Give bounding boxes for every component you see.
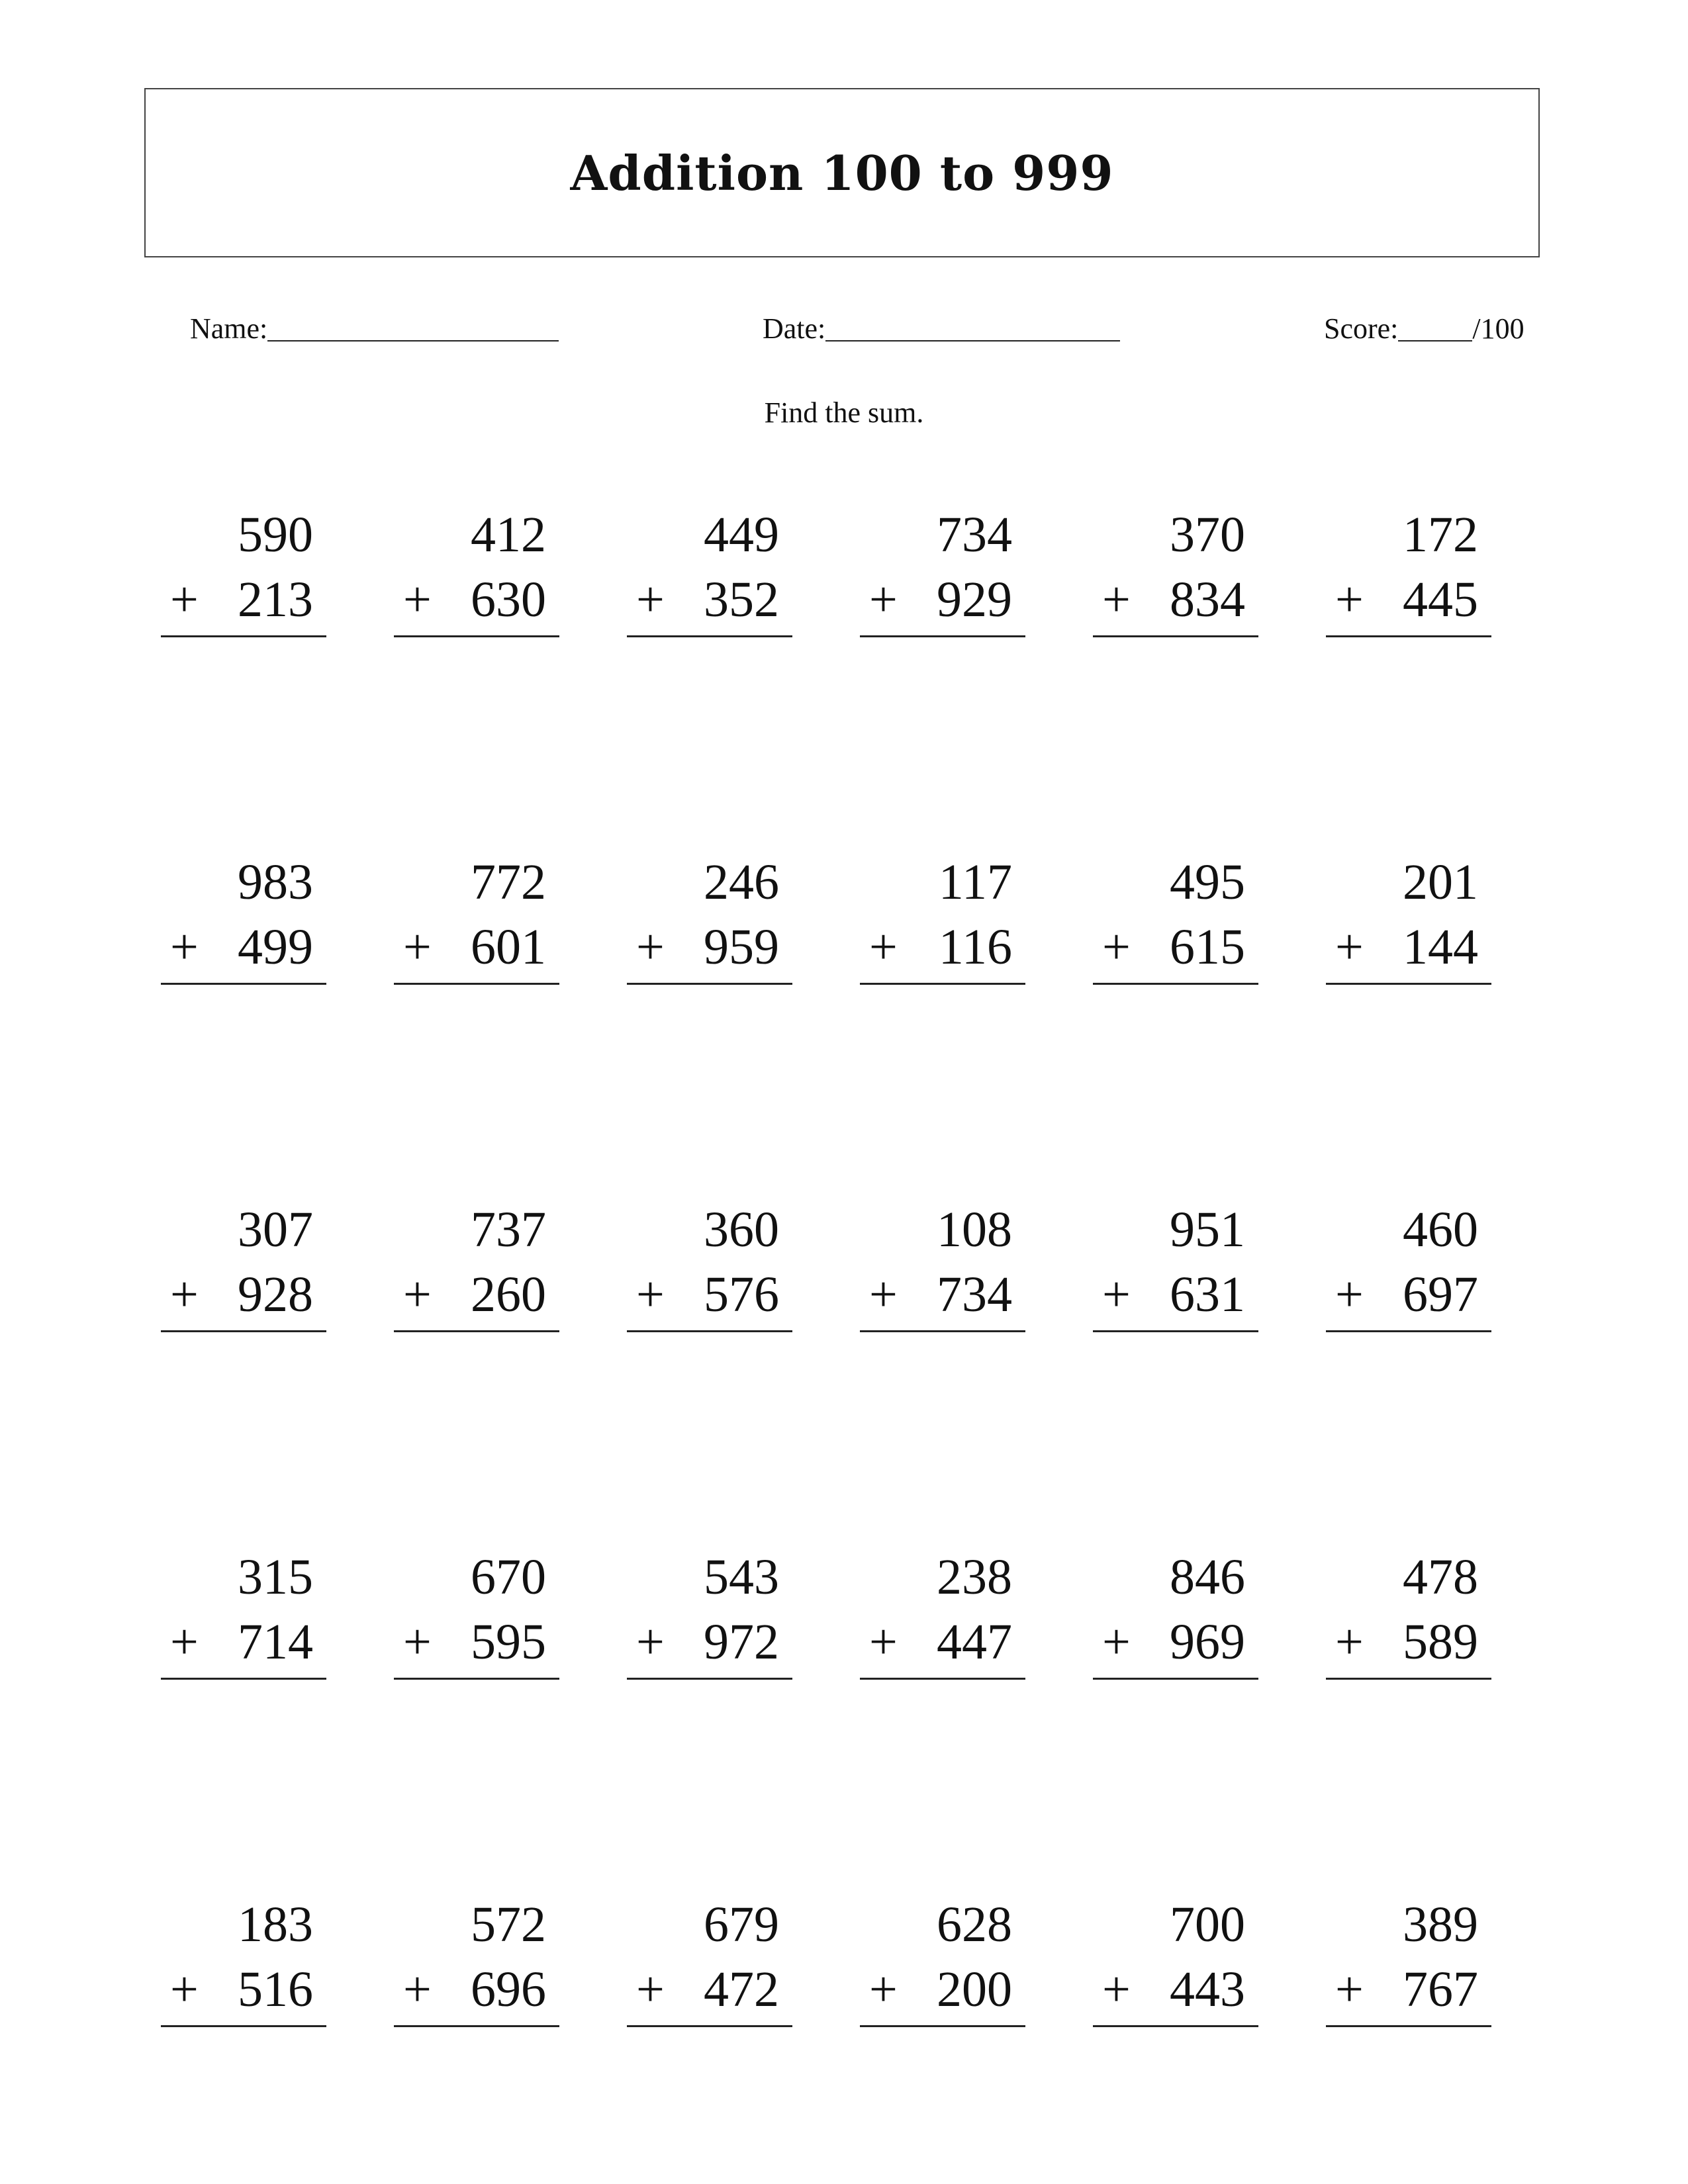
plus-sign: +	[1102, 1614, 1131, 1670]
answer-line[interactable]	[1326, 983, 1491, 985]
plus-sign: +	[1102, 919, 1131, 975]
bottom-addend: 959	[704, 919, 779, 975]
top-addend: 772	[471, 854, 546, 910]
addition-problem	[860, 854, 1025, 989]
bottom-addend: 969	[1170, 1614, 1245, 1670]
score-label: Score:	[1324, 312, 1399, 345]
bottom-addend: 697	[1403, 1267, 1478, 1322]
plus-sign: +	[403, 919, 432, 975]
bottom-addend: 631	[1170, 1267, 1245, 1322]
addition-problem	[394, 1899, 559, 2032]
answer-line[interactable]	[394, 1678, 559, 1680]
addition-problem	[1093, 507, 1258, 642]
answer-line[interactable]	[627, 1330, 792, 1332]
plus-sign: +	[869, 1962, 898, 2017]
top-addend: 495	[1170, 854, 1245, 910]
bottom-addend: 714	[238, 1614, 313, 1670]
name-blank-line[interactable]	[267, 311, 559, 341]
addition-problem	[1326, 1899, 1491, 2032]
plus-sign: +	[170, 572, 199, 627]
addition-problem	[394, 854, 559, 989]
answer-line[interactable]	[1326, 635, 1491, 637]
bottom-addend: 972	[704, 1614, 779, 1670]
top-addend: 679	[704, 1897, 779, 1952]
answer-line[interactable]	[161, 1330, 326, 1332]
answer-line[interactable]	[627, 1678, 792, 1680]
plus-sign: +	[636, 1267, 665, 1322]
bottom-addend: 615	[1170, 919, 1245, 975]
answer-line[interactable]	[627, 2025, 792, 2027]
addition-problem	[860, 1899, 1025, 2032]
bottom-addend: 213	[238, 572, 313, 627]
top-addend: 307	[238, 1202, 313, 1257]
answer-line[interactable]	[1326, 1678, 1491, 1680]
addition-problem	[1326, 1549, 1491, 1684]
addition-problem	[627, 1549, 792, 1684]
bottom-addend: 734	[937, 1267, 1012, 1322]
answer-line[interactable]	[860, 1330, 1025, 1332]
plus-sign: +	[869, 572, 898, 627]
top-addend: 737	[471, 1202, 546, 1257]
answer-line[interactable]	[394, 2025, 559, 2027]
bottom-addend: 576	[704, 1267, 779, 1322]
bottom-addend: 445	[1403, 572, 1478, 627]
bottom-addend: 601	[471, 919, 546, 975]
plus-sign: +	[170, 1962, 199, 2017]
plus-sign: +	[1335, 1267, 1364, 1322]
addition-problem	[627, 507, 792, 642]
top-addend: 449	[704, 507, 779, 563]
answer-line[interactable]	[1093, 635, 1258, 637]
addition-problem	[161, 854, 326, 989]
top-addend: 315	[238, 1549, 313, 1605]
top-addend: 183	[238, 1897, 313, 1952]
addition-problem	[627, 1202, 792, 1337]
bottom-addend: 630	[471, 572, 546, 627]
top-addend: 628	[937, 1897, 1012, 1952]
addition-problem	[394, 507, 559, 642]
answer-line[interactable]	[161, 2025, 326, 2027]
bottom-addend: 929	[937, 572, 1012, 627]
title-box	[144, 88, 1540, 257]
name-field[interactable]	[190, 311, 559, 345]
top-addend: 172	[1403, 507, 1478, 563]
plus-sign: +	[636, 919, 665, 975]
addition-problem	[161, 1899, 326, 2032]
bottom-addend: 696	[471, 1962, 546, 2017]
score-field[interactable]	[1324, 311, 1524, 345]
plus-sign: +	[1102, 572, 1131, 627]
bottom-addend: 447	[937, 1614, 1012, 1670]
answer-line[interactable]	[1093, 1678, 1258, 1680]
instruction-text: Find the sum.	[764, 396, 924, 429]
addition-problem	[627, 1899, 792, 2032]
addition-problem	[394, 1202, 559, 1337]
bottom-addend: 589	[1403, 1614, 1478, 1670]
answer-line[interactable]	[860, 2025, 1025, 2027]
top-addend: 590	[238, 507, 313, 563]
plus-sign: +	[1335, 1614, 1364, 1670]
top-addend: 108	[937, 1202, 1012, 1257]
score-total: /100	[1472, 312, 1524, 345]
answer-line[interactable]	[394, 635, 559, 637]
bottom-addend: 443	[1170, 1962, 1245, 2017]
top-addend: 478	[1403, 1549, 1478, 1605]
top-addend: 370	[1170, 507, 1245, 563]
top-addend: 951	[1170, 1202, 1245, 1257]
addition-problem	[1093, 1202, 1258, 1337]
plus-sign: +	[170, 1267, 199, 1322]
answer-line[interactable]	[1326, 2025, 1491, 2027]
top-addend: 460	[1403, 1202, 1478, 1257]
top-addend: 238	[937, 1549, 1012, 1605]
addition-problem	[1093, 1549, 1258, 1684]
answer-line[interactable]	[860, 983, 1025, 985]
plus-sign: +	[1335, 1962, 1364, 2017]
answer-line[interactable]	[161, 983, 326, 985]
plus-sign: +	[170, 919, 199, 975]
addition-problem	[1093, 1899, 1258, 2032]
plus-sign: +	[636, 1614, 665, 1670]
addition-problem	[627, 854, 792, 989]
answer-line[interactable]	[1326, 1330, 1491, 1332]
addition-problem	[161, 1549, 326, 1684]
bottom-addend: 767	[1403, 1962, 1478, 2017]
plus-sign: +	[1102, 1962, 1131, 2017]
top-addend: 670	[471, 1549, 546, 1605]
addition-problem	[161, 507, 326, 642]
bottom-addend: 499	[238, 919, 313, 975]
answer-line[interactable]	[1093, 983, 1258, 985]
plus-sign: +	[403, 1962, 432, 2017]
page-title: Addition 100 to 999	[570, 144, 1114, 201]
answer-line[interactable]	[627, 635, 792, 637]
answer-line[interactable]	[161, 1678, 326, 1680]
bottom-addend: 516	[238, 1962, 313, 2017]
bottom-addend: 472	[704, 1962, 779, 2017]
addition-problem	[161, 1202, 326, 1337]
addition-problem	[860, 1202, 1025, 1337]
top-addend: 389	[1403, 1897, 1478, 1952]
top-addend: 572	[471, 1897, 546, 1952]
bottom-addend: 260	[471, 1267, 546, 1322]
top-addend: 201	[1403, 854, 1478, 910]
addition-problem	[860, 1549, 1025, 1684]
bottom-addend: 200	[937, 1962, 1012, 2017]
plus-sign: +	[869, 1267, 898, 1322]
answer-line[interactable]	[1093, 2025, 1258, 2027]
top-addend: 734	[937, 507, 1012, 563]
answer-line[interactable]	[1093, 1330, 1258, 1332]
plus-sign: +	[403, 1614, 432, 1670]
addition-problem	[1093, 854, 1258, 989]
bottom-addend: 928	[238, 1267, 313, 1322]
bottom-addend: 116	[938, 919, 1012, 975]
top-addend: 983	[238, 854, 313, 910]
date-label: Date:	[763, 312, 826, 345]
answer-line[interactable]	[394, 983, 559, 985]
answer-line[interactable]	[860, 635, 1025, 637]
answer-line[interactable]	[161, 635, 326, 637]
bottom-addend: 834	[1170, 572, 1245, 627]
top-addend: 246	[704, 854, 779, 910]
plus-sign: +	[636, 1962, 665, 2017]
plus-sign: +	[1102, 1267, 1131, 1322]
addition-problem	[860, 507, 1025, 642]
addition-problem	[1326, 507, 1491, 642]
addition-problem	[394, 1549, 559, 1684]
plus-sign: +	[636, 572, 665, 627]
plus-sign: +	[403, 1267, 432, 1322]
name-label: Name:	[190, 312, 268, 345]
top-addend: 700	[1170, 1897, 1245, 1952]
plus-sign: +	[869, 919, 898, 975]
plus-sign: +	[869, 1614, 898, 1670]
plus-sign: +	[1335, 572, 1364, 627]
date-blank-line[interactable]	[825, 311, 1120, 341]
answer-line[interactable]	[394, 1330, 559, 1332]
answer-line[interactable]	[860, 1678, 1025, 1680]
top-addend: 117	[938, 854, 1012, 910]
answer-line[interactable]	[627, 983, 792, 985]
plus-sign: +	[1335, 919, 1364, 975]
plus-sign: +	[403, 572, 432, 627]
bottom-addend: 144	[1403, 919, 1478, 975]
addition-problem	[1326, 1202, 1491, 1337]
top-addend: 412	[471, 507, 546, 563]
bottom-addend: 595	[471, 1614, 546, 1670]
score-blank-line[interactable]	[1398, 311, 1472, 341]
addition-problem	[1326, 854, 1491, 989]
date-field[interactable]	[763, 311, 1120, 345]
bottom-addend: 352	[704, 572, 779, 627]
plus-sign: +	[170, 1614, 199, 1670]
top-addend: 360	[704, 1202, 779, 1257]
top-addend: 846	[1170, 1549, 1245, 1605]
top-addend: 543	[704, 1549, 779, 1605]
